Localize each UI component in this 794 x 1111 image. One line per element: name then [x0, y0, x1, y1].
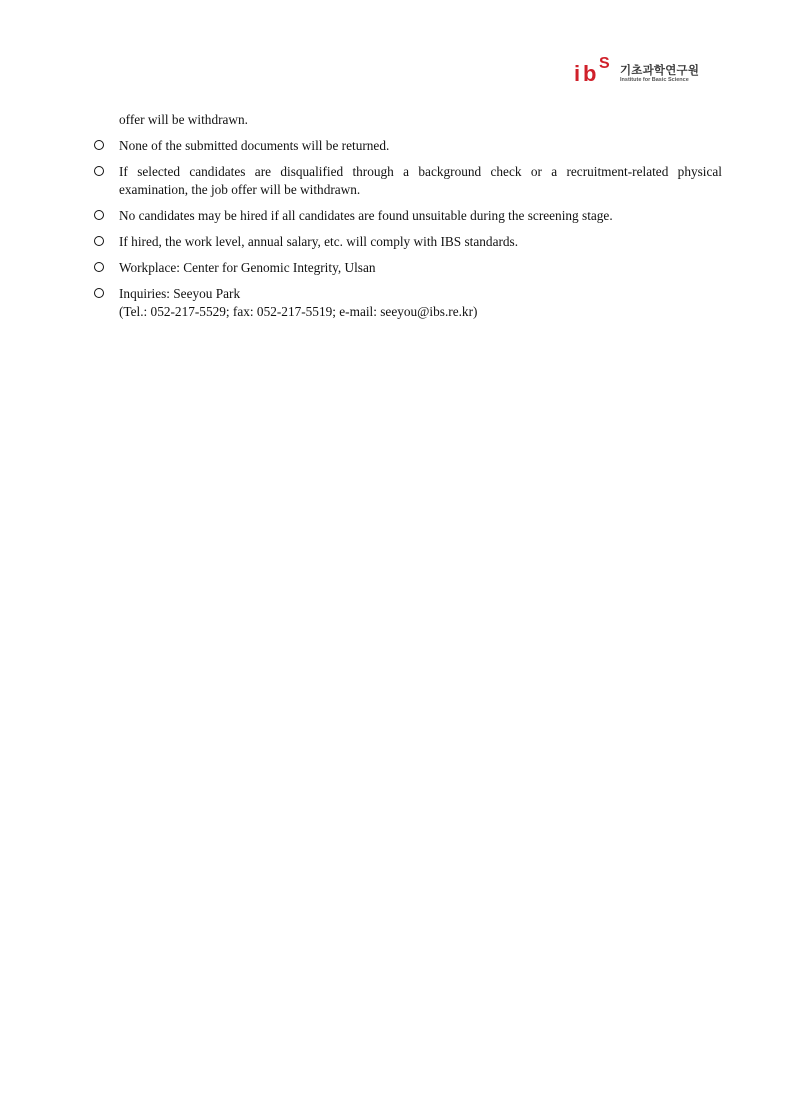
list-item-text: None of the submitted documents will be returned.: [119, 138, 390, 153]
list-item: [90, 207, 722, 225]
logo-letter-i: i: [574, 61, 581, 86]
list-item: [90, 233, 722, 251]
list-item-text: No candidates may be hired if all candidates are found unsuitable during the screening stage.: [119, 208, 613, 223]
hollow-circle-bullet-icon: [94, 166, 104, 176]
logo-english-name: Institute for Basic Science: [620, 77, 689, 83]
list-item-text: Workplace: Center for Genomic Integrity, Ulsan: [119, 260, 376, 275]
contact-details: (Tel.: 052-217-5529; fax: 052-217-5519; e-mail: seeyou@ibs.re.kr): [119, 304, 478, 319]
continued-text: offer will be withdrawn.: [119, 112, 248, 127]
list-item: [90, 137, 722, 155]
hollow-circle-bullet-icon: [94, 288, 104, 298]
list-item-text: Inquiries: Seeyou Park: [119, 286, 241, 301]
hollow-circle-bullet-icon: [94, 236, 104, 246]
hollow-circle-bullet-icon: [94, 140, 104, 150]
document-body: [90, 111, 722, 329]
list-item: [90, 163, 722, 199]
ibs-logo: [574, 55, 714, 87]
list-item: [90, 259, 722, 277]
hollow-circle-bullet-icon: [94, 210, 104, 220]
hollow-circle-bullet-icon: [94, 262, 104, 272]
list-item-text: If selected candidates are disqualified through a background check or a recruitment-related physical examination, the job offer will be withdrawn.: [119, 164, 722, 197]
logo-letter-s: S: [599, 55, 610, 72]
logo-korean-name: 기초과학연구원: [620, 63, 700, 77]
ibs-logo-mark: [574, 55, 618, 87]
list-item-text: If hired, the work level, annual salary, etc. will comply with IBS standards.: [119, 234, 519, 249]
list-item: [90, 285, 722, 321]
logo-letter-b: b: [583, 61, 597, 86]
